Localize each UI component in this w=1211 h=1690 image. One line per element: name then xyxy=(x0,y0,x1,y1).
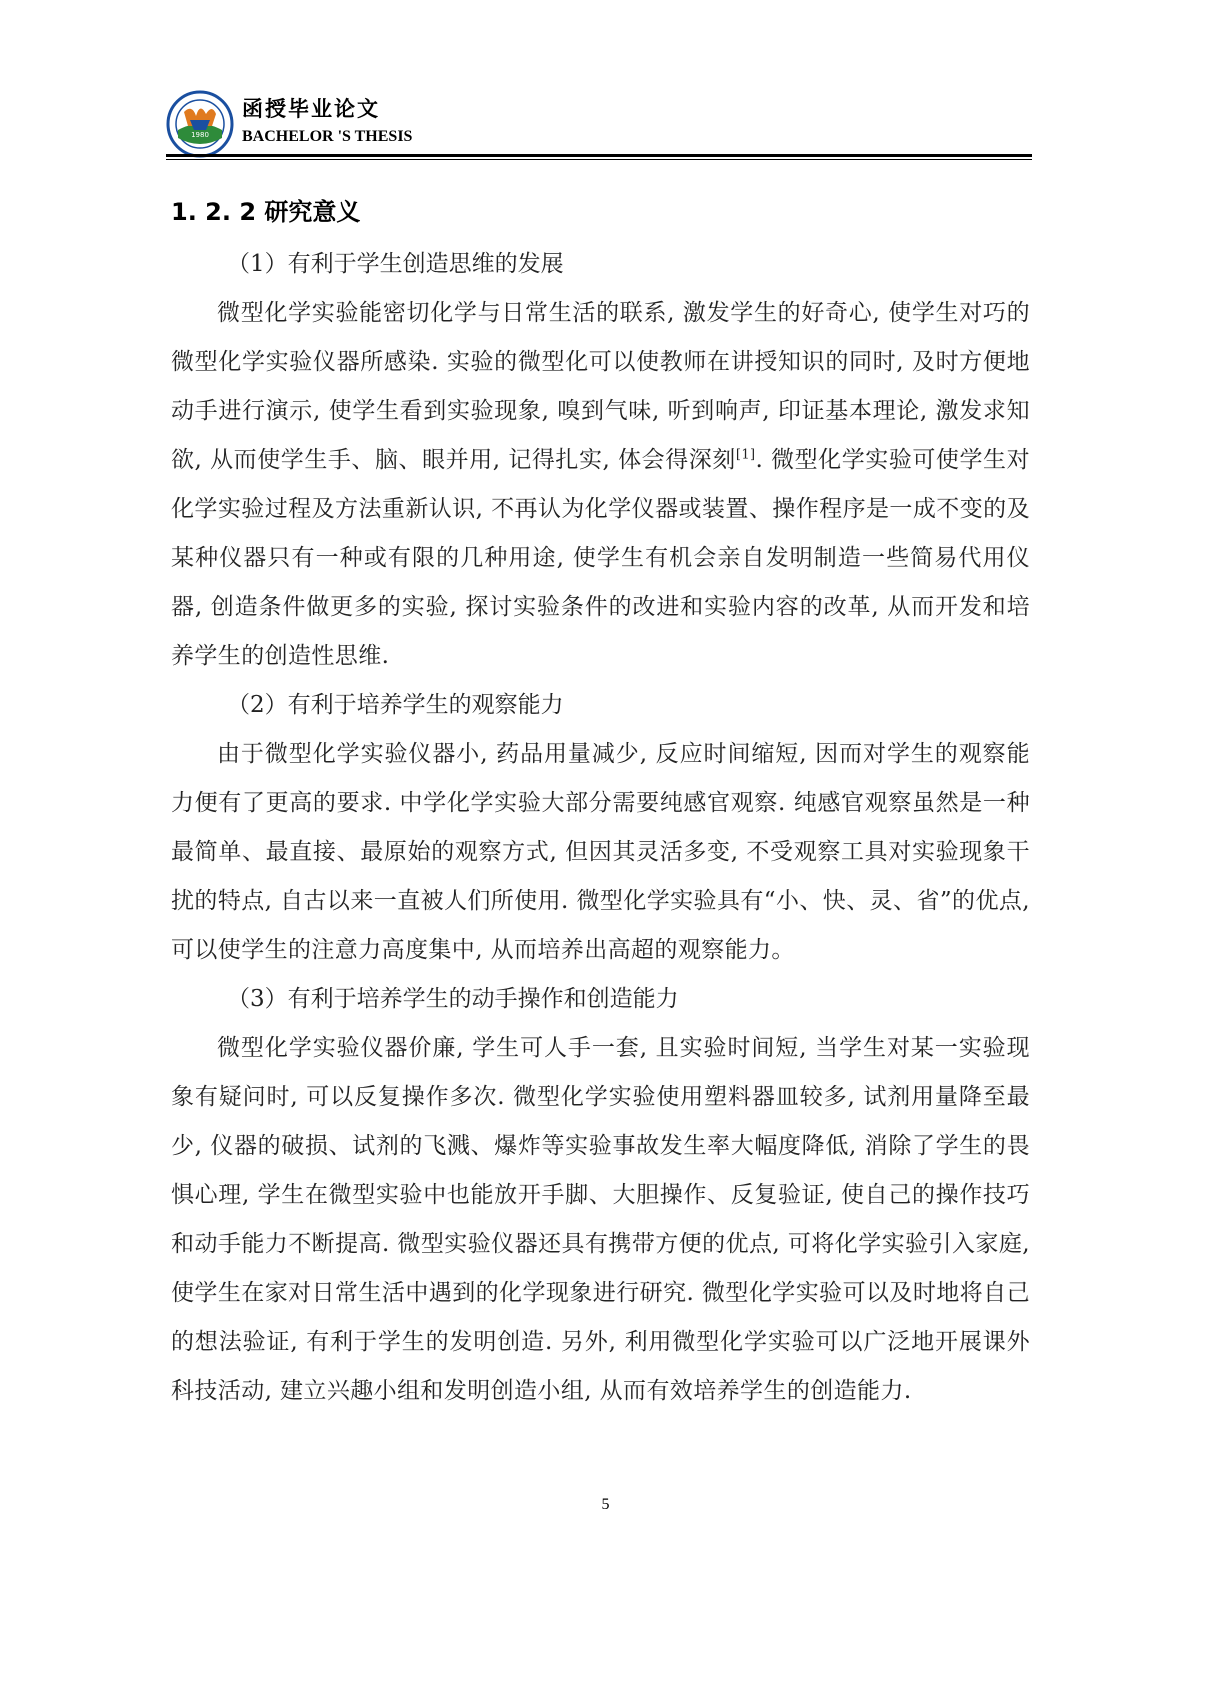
item-1-paragraph xyxy=(171,289,1030,681)
header-rule-thin xyxy=(166,159,1032,160)
school-title: 函授毕业论文 xyxy=(242,96,380,121)
item-2-paragraph: 由于微型化学实验仪器小, 药品用量减少, 反应时间缩短, 因而对学生的观察能力便有了更高的要求. 中学化学实验大部分需要纯感官观察. 纯感官观察虽然是一种最简单、最直接、最原始的观察方式, 但因其灵活多变, 不受观察工具对实验现象干扰的特点, 自古以来一直被人们所使用. 微型化学实验具有“小、快、灵、省”的优点, 可以使学生的注意力高度集中, 从而培养出高超的观察能力。 xyxy=(171,741,1030,963)
document-body xyxy=(171,190,1030,1416)
logo-year-text: 1980 xyxy=(191,131,209,139)
item-1-text-part-2: . 微型化学实验可使学生对化学实验过程及方法重新认识, 不再认为化学仪器或装置、操作程序是一成不变的及某种仪器只有一种或有限的几种用途, 使学生有机会亲自发明制造一些简易代用仪器, 创造条件做更多的实验, 探讨实验条件的改进和实验内容的改革, 从而开发和培养学生的创造性思维. xyxy=(171,447,1030,669)
page-header xyxy=(166,78,1032,164)
item-3-title: （3）有利于培养学生的动手操作和创造能力 xyxy=(227,986,679,1012)
item-1-title: （1）有利于学生创造思维的发展 xyxy=(227,251,564,277)
page-number: 5 xyxy=(601,1496,610,1513)
item-3-paragraph: 微型化学实验仪器价廉, 学生可人手一套, 且实验时间短, 当学生对某一实验现象有疑问时, 可以反复操作多次. 微型化学实验使用塑料器皿较多, 试剂用量降至最少, 仪器的破损、试剂的飞溅、爆炸等实验事故发生率大幅度降低, 消除了学生的畏惧心理, 学生在微型实验中也能放开手脚、大胆操作、反复验证, 使自己的操作技巧和动手能力不断提高. 微型实验仪器还具有携带方便的优点, 可将化学实验引入家庭, 使学生在家对日常生活中遇到的化学现象进行研究. 微型化学实验可以及时地将自己的想法验证, 有利于学生的发明创造. 另外, 利用微型化学实验可以广泛地开展课外科技活动, 建立兴趣小组和发明创造小组, 从而有效培养学生的创造能力. xyxy=(171,1035,1030,1404)
section-heading: 1. 2. 2 研究意义 xyxy=(171,198,361,226)
thesis-label: BACHELOR 'S THESIS xyxy=(242,128,413,145)
item-1-text-part-1: 微型化学实验能密切化学与日常生活的联系, 激发学生的好奇心, 使学生对巧的微型化学实验仪器所感染. 实验的微型化可以使教师在讲授知识的同时, 及时方便地动手进行演示, 使学生看到实验现象, 嗅到气味, 听到响声, 印证基本理论, 激发求知欲, 从而使学生手、脑、眼并用, 记得扎实, 体会得深刻 xyxy=(171,300,1030,473)
university-logo-icon xyxy=(166,90,234,158)
header-rule-thick xyxy=(166,154,1032,157)
citation-marker: [1] xyxy=(735,447,756,463)
item-2-title: （2）有利于培养学生的观察能力 xyxy=(227,692,564,718)
